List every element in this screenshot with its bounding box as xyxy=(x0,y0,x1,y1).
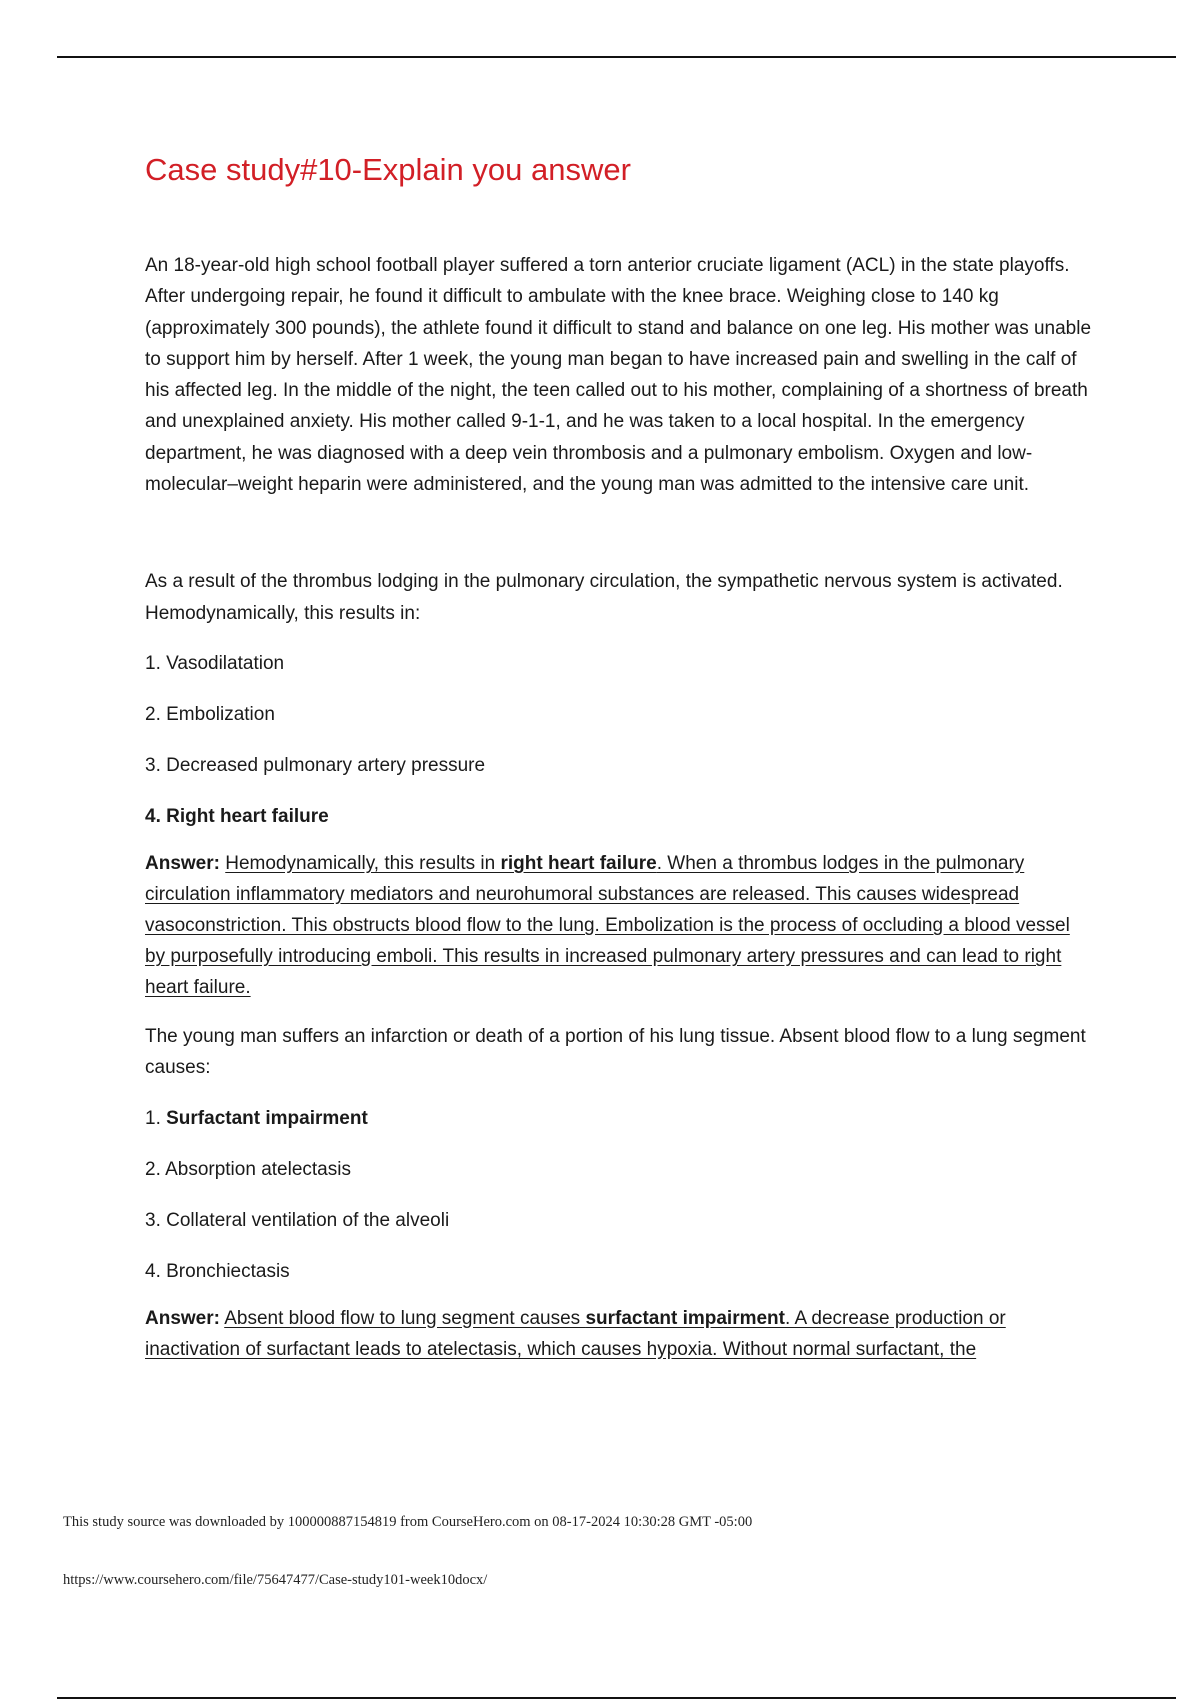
answer-text xyxy=(145,1308,1006,1360)
question-1-option-2: 2. Embolization xyxy=(145,703,275,725)
question-2-option-1-text: Surfactant impairment xyxy=(166,1107,368,1129)
question-2-option-3: 3. Collateral ventilation of the alveoli xyxy=(145,1209,450,1231)
document-title: Case study#10-Explain you answer xyxy=(145,152,631,187)
question-2-option-1-number: 1. xyxy=(145,1107,167,1129)
answer-text-pre: Absent blood flow to lung segment causes xyxy=(224,1307,586,1329)
bottom-divider xyxy=(57,1697,1176,1699)
answer-text-bold: surfactant impairment xyxy=(585,1307,785,1329)
question-2-option-2: 2. Absorption atelectasis xyxy=(145,1158,351,1180)
download-source-notice: This study source was downloaded by 100000887154819 from CourseHero.com on 08-17-2024 10:30:28 GMT -05:00 xyxy=(63,1514,753,1530)
answer-text xyxy=(145,853,1070,998)
case-intro-paragraph: An 18-year-old high school football player suffered a torn anterior cruciate ligament (ACL) in the state playoffs. After undergoing repair, he found it difficult to ambulate with the knee brace. Weighing close to 140 kg (approximately 300 pounds), the athlete found it difficult to stand and balance on one leg. His mother was unable to support him by herself. After 1 week, the young man began to have increased pain and swelling in the calf of his affected leg. In the middle of the night, the teen called out to his mother, complaining of a shortness of breath and unexplained anxiety. His mother called 9-1-1, and he was taken to a local hospital. In the emergency department, he was diagnosed with a deep vein thrombosis and a pulmonary embolism. Oxygen and low-molecular–weight heparin were administered, and the young man was admitted to the intensive care unit. xyxy=(145,255,1092,496)
answer-text-post: . When a thrombus lodges in the pulmonary circulation inflammatory mediators and neurohumoral substances are released. This causes widespread vasoconstriction. This obstructs blood flow to the lung. Embolization is the process of occluding a blood vessel by purposefully introducing emboli. This results in increased pulmonary artery pressures and can lead to right heart failure. xyxy=(145,852,1070,998)
question-2-option-1 xyxy=(145,1103,1095,1134)
answer-label: Answer: xyxy=(145,852,220,874)
top-divider xyxy=(57,56,1176,58)
question-1-option-3: 3. Decreased pulmonary artery pressure xyxy=(145,754,486,776)
question-1-option-1: 1. Vasodilatation xyxy=(145,652,285,674)
question-1-answer xyxy=(145,848,1095,1003)
question-2-answer xyxy=(145,1303,1095,1365)
answer-text-pre: Hemodynamically, this results in xyxy=(225,852,501,874)
question-1-prompt: As a result of the thrombus lodging in the pulmonary circulation, the sympathetic nervous system is activated. Hemodynamically, this results in: xyxy=(145,571,1063,624)
answer-label: Answer: xyxy=(145,1307,220,1329)
source-url[interactable]: https://www.coursehero.com/file/75647477/Case-study101-week10docx/ xyxy=(63,1572,488,1588)
question-1-option-4 xyxy=(145,801,1095,832)
document-body xyxy=(145,140,1095,1365)
question-2-option-4: 4. Bronchiectasis xyxy=(145,1260,290,1282)
question-1-option-4-text: 4. Right heart failure xyxy=(145,805,329,827)
answer-text-bold: right heart failure xyxy=(500,852,657,874)
answer-text-post: . A decrease production or inactivation of surfactant leads to atelectasis, which causes hypoxia. Without normal surfactant, the xyxy=(145,1307,1006,1360)
question-2-prompt: The young man suffers an infarction or death of a portion of his lung tissue. Absent blood flow to a lung segment causes: xyxy=(145,1025,1086,1079)
